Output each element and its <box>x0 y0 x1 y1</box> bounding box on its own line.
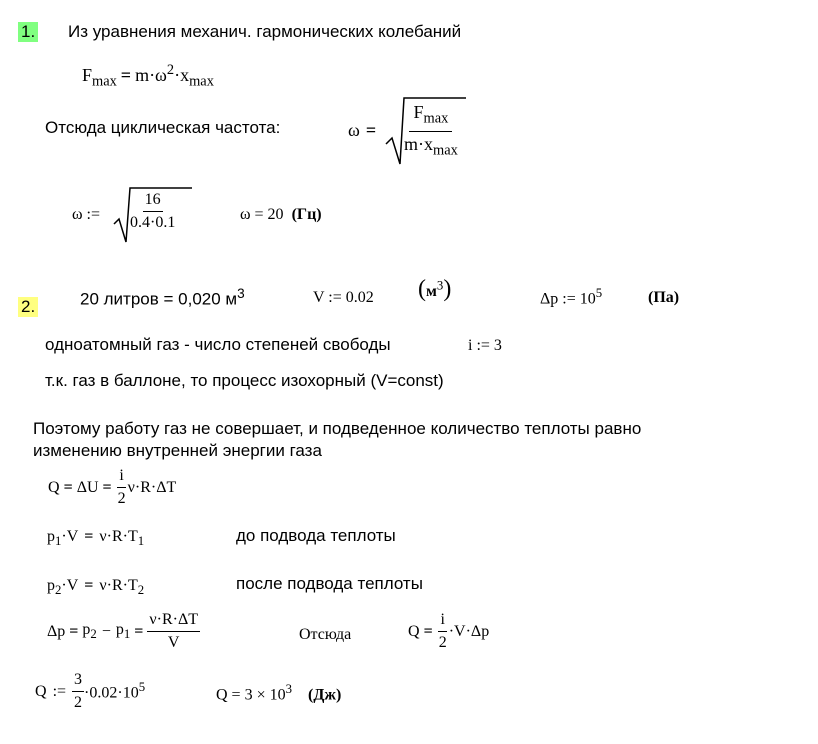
q-du-equation: Q = ΔU = $\frac{i}{2}$ ν·R·ΔT <box>48 467 177 507</box>
volume-conversion: 20 литров = 0,020 $м^3$ <box>80 286 245 309</box>
fmax-formula: $F_{max} = m\cdot\omega^2\cdot x_{max}$ <box>82 62 214 90</box>
omega-calc-fraction: $\frac{16}{0.4\cdot 0.1}$ <box>130 191 176 231</box>
omega-calc-lhs: ω := <box>72 206 100 223</box>
q-final-equation: Q = $\frac{i}{2}$ ·V·Δp <box>408 611 490 651</box>
section-2-number: 2. <box>18 297 38 317</box>
volume-assign: V := 0.02 <box>313 289 374 306</box>
dp-equation: Δp = $p_2$ − $p_1$ = $\frac{\nu\cdot R\cdot\Delta T}{V}$ <box>47 611 199 651</box>
section-1-number: 1. <box>18 22 38 42</box>
hence-text: Отсюда <box>299 626 352 643</box>
omega-result: ω = 20 (Гц) <box>240 206 322 223</box>
p1-equation: $p_1\cdot V = \nu\cdot R\cdot T_1$ <box>47 528 145 549</box>
dp-assign: Δp := $10^5$ <box>540 286 603 308</box>
omega-fraction: $\frac{F_{max}}{m\cdot x_{max}}$ <box>404 102 458 159</box>
i-assign: i := 3 <box>468 337 502 354</box>
q-result: $Q = 3 \times 10^3$ (Дж) <box>216 682 342 704</box>
conclusion-line-2: изменению внутренней энергии газа <box>33 441 322 460</box>
conclusion-line-1: Поэтому работу газ не совершает, и подведенное количество теплоты равно <box>33 419 642 438</box>
omega-formula-lhs: ω = <box>348 120 377 140</box>
gas-degrees-text: одноатомный газ - число степеней свободы <box>45 335 391 354</box>
volume-unit: $(м^3)$ <box>418 276 452 302</box>
q-calc: Q := $\frac{3}{2}$ $\cdot 0.02\cdot 10^5$ <box>35 671 146 711</box>
section-1-intro: Из уравнения механич. гармонических колебаний <box>68 22 462 41</box>
p2-equation: $p_2\cdot V = \nu\cdot R\cdot T_2$ <box>47 577 145 598</box>
dp-unit: (Па) <box>648 289 680 306</box>
p2-note: после подвода теплоты <box>236 574 423 593</box>
p1-note: до подвода теплоты <box>236 526 396 545</box>
cyclic-frequency-text: Отсюда циклическая частота: <box>45 118 281 137</box>
process-text: т.к. газ в баллоне, то процесс изохорный (V=const) <box>45 371 444 390</box>
